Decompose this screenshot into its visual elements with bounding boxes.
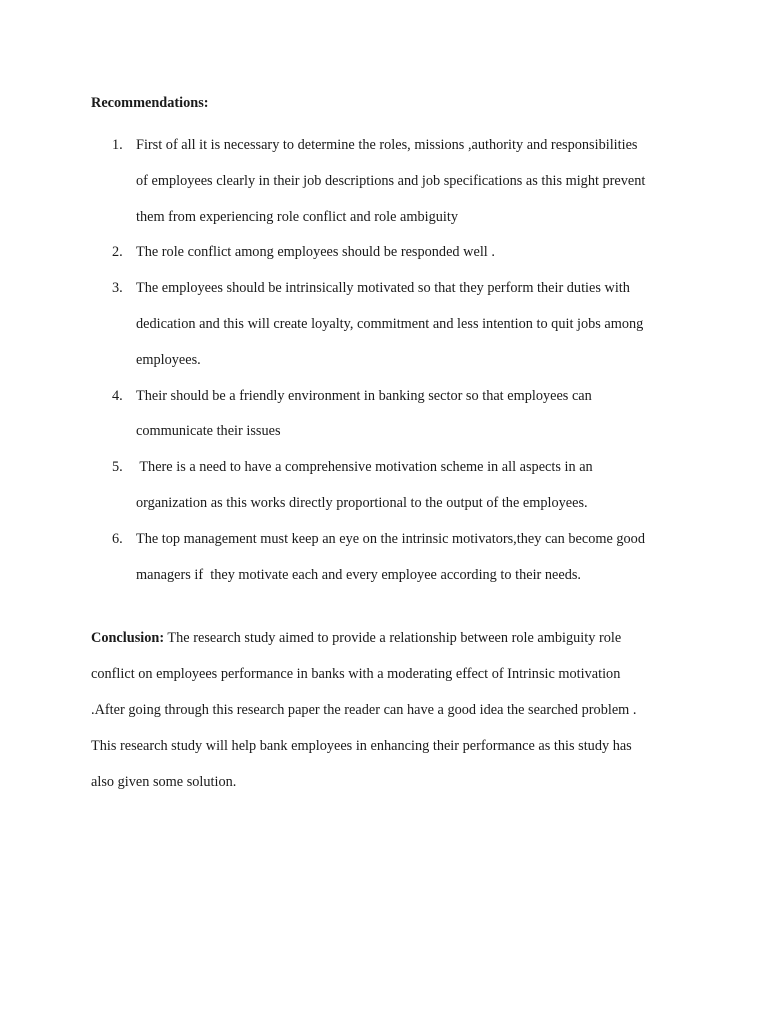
- conclusion-line: .After going through this research paper the reader can have a good idea the searched problem .: [91, 702, 637, 718]
- list-item-line: The employees should be intrinsically motivated so that they perform their duties with: [136, 280, 630, 297]
- conclusion-line: conflict on employees performance in banks with a moderating effect of Intrinsic motivation: [91, 666, 621, 682]
- list-item-line: There is a need to have a comprehensive motivation scheme in all aspects in an: [136, 459, 593, 476]
- list-item: [91, 128, 691, 235]
- list-item-line: communicate their issues: [136, 423, 281, 440]
- list-item-number: 4.: [112, 387, 123, 404]
- conclusion-text: The research study aimed to provide a relationship between role ambiguity role: [164, 630, 622, 646]
- list-item-number: 1.: [112, 137, 123, 153]
- list-item-line: them from experiencing role conflict and role ambiguity: [136, 208, 458, 225]
- list-item-line: The top management must keep an eye on the intrinsic motivators,they can become good: [136, 530, 645, 547]
- list-item-line: managers if they motivate each and every employee according to their needs.: [136, 566, 582, 583]
- list-item-number: 3.: [112, 280, 123, 297]
- conclusion-line: also given some solution.: [91, 774, 237, 790]
- list-item-line: employees.: [136, 351, 201, 368]
- list-item-number: 5.: [112, 459, 123, 476]
- list-item: [91, 379, 691, 451]
- list-item-line: The role conflict among employees should be responded well .: [136, 244, 495, 261]
- list-item-number: 2.: [112, 244, 123, 261]
- recommendations-heading: Recommendations:: [91, 95, 209, 111]
- list-item-line: First of all it is necessary to determine the roles, missions ,authority and responsibilities: [136, 137, 638, 153]
- list-item-line: Their should be a friendly environment in banking sector so that employees can: [136, 387, 592, 404]
- conclusion-first-line: [91, 620, 691, 656]
- conclusion-paragraph: [91, 620, 691, 800]
- list-item: [91, 271, 691, 378]
- list-item-line: of employees clearly in their job descriptions and job specifications as this might prevent: [136, 172, 646, 189]
- list-item: [91, 450, 691, 522]
- recommendations-list: [91, 128, 691, 593]
- conclusion-label: Conclusion:: [91, 630, 165, 646]
- list-item: [91, 522, 691, 594]
- conclusion-line: This research study will help bank employees in enhancing their performance as this study has: [91, 738, 632, 754]
- list-item: [91, 235, 691, 271]
- list-item-line: dedication and this will create loyalty, commitment and less intention to quit jobs among: [136, 315, 644, 332]
- list-item-number: 6.: [112, 530, 123, 547]
- list-item-line: organization as this works directly proportional to the output of the employees.: [136, 494, 588, 511]
